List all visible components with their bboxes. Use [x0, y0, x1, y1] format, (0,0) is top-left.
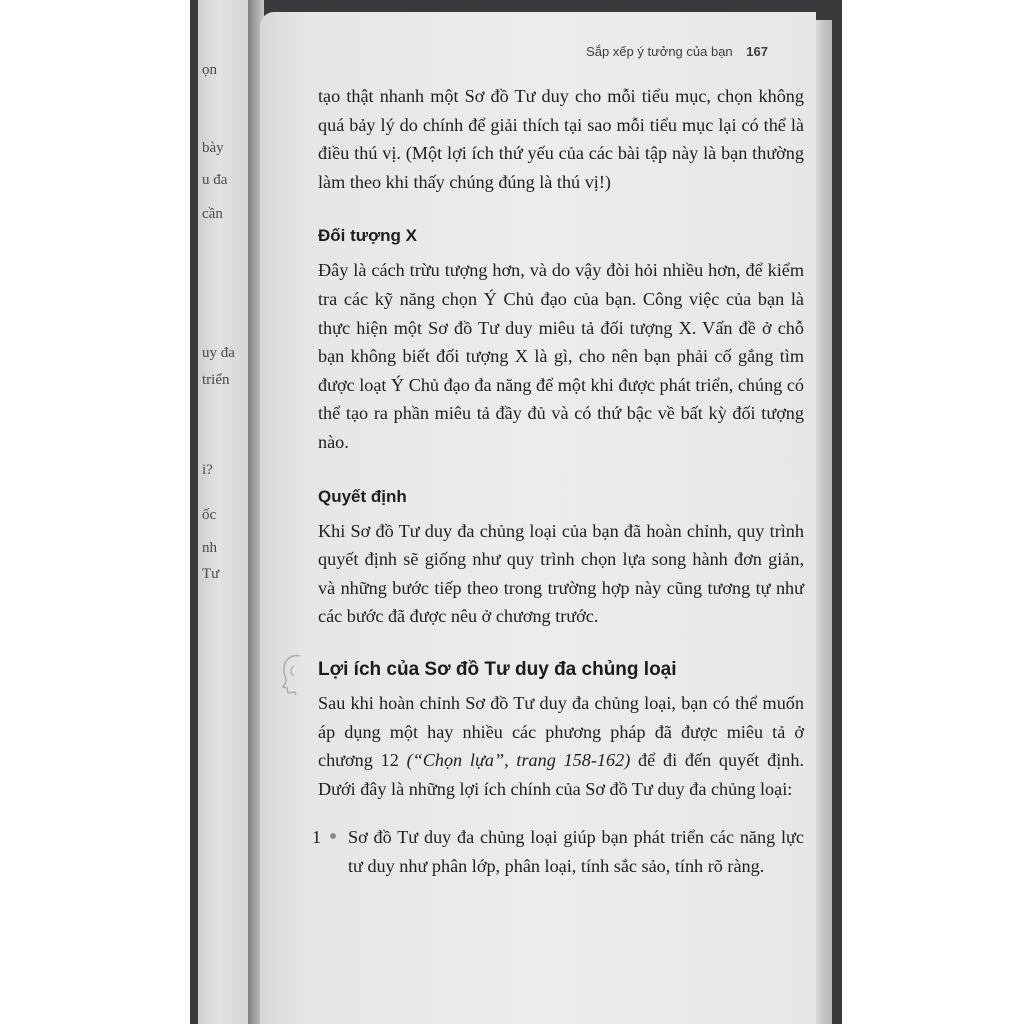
section-paragraph-object-x: Đây là cách trừu tượng hơn, và do vậy đòi hỏi nhiều hơn, để kiểm tra các kỹ năng chọn Ý Chủ đạo của bạn. Công việc của bạn là thực hiện một Sơ đồ Tư duy miêu tả đối tượng X. Vấn đề ở chỗ bạn không biết đối tượng X là gì, cho nên bạn phải cố gắng tìm được loạt Ý Chủ đạo đa năng để một khi được phát triển, chúng có thể tạo ra phần miêu tả đầy đủ và có thứ bậc về bất kỳ đối tượng nào.: [318, 260, 804, 452]
benefits-paragraph: [318, 689, 804, 803]
section-heading-object-x: Đối tượng X: [318, 226, 417, 246]
previous-page-fragment: Tư: [202, 566, 220, 582]
section-heading-benefits: Lợi ích của Sơ đồ Tư duy đa chủng loại: [318, 658, 677, 680]
previous-page-fragment: u đa: [202, 172, 228, 188]
intro-paragraph: tạo thật nhanh một Sơ đồ Tư duy cho mỗi tiểu mục, chọn không quá bảy lý do chính để giải thích tại sao mỗi tiểu mục lại có thể là điều thú vị. (Một lợi ích thứ yếu của các bài tập này là bạn thường làm theo khi thấy chúng đúng là thú vị!): [318, 86, 804, 192]
previous-page-fragment: i?: [202, 462, 213, 478]
page-body: [312, 82, 804, 880]
chapter-reference: (“Chọn lựa”, trang 158-162): [406, 750, 631, 771]
previous-page-fragment: uy đa: [202, 345, 235, 361]
section-heading-decision: Quyết định: [318, 486, 407, 506]
running-header: [586, 44, 768, 59]
section-paragraph-decision: Khi Sơ đồ Tư duy đa chủng loại của bạn đã hoàn chỉnh, quy trình quyết định sẽ giống như quy trình chọn lựa song hành đơn giản, và những bước tiếp theo trong trường hợp này cũng tương tự như các bước đã được nêu ở chương trước.: [318, 520, 804, 627]
previous-page-fragment: nh: [202, 540, 217, 556]
page-number: 167: [746, 44, 768, 59]
page-edge-stack: [816, 20, 832, 1024]
bullet-icon: [330, 833, 336, 839]
list-item: [312, 823, 804, 880]
list-number: 1: [312, 827, 322, 848]
head-profile-icon: [280, 652, 308, 696]
book-page: [260, 12, 816, 1024]
previous-page-fragment: ốc: [202, 507, 217, 523]
benefits-text-end: để đi đến quyết định. Dưới đây là những lợi ích chính của Sơ đồ Tư duy đa chủng loại:: [318, 750, 804, 799]
list-item-text: Sơ đồ Tư duy đa chủng loại giúp bạn phát triển các năng lực tư duy như phân lớp, phân loại, tính sắc sảo, tính rõ ràng.: [348, 827, 804, 876]
previous-page-fragment: ọn: [202, 62, 217, 78]
book-photo: [190, 0, 842, 1024]
previous-page: [198, 0, 250, 1024]
previous-page-fragment: cần: [202, 206, 223, 222]
chapter-title: Sắp xếp ý tưởng của bạn: [586, 44, 733, 59]
previous-page-fragment: bày: [202, 140, 224, 156]
previous-page-fragment: triển: [202, 372, 230, 388]
benefits-text-start: Sau khi hoàn chỉnh Sơ đồ Tư duy đa chủng loại, bạn có thể muốn áp dụng một hay nhiều các phương pháp đã được miêu tả ở chương 12: [318, 692, 804, 771]
